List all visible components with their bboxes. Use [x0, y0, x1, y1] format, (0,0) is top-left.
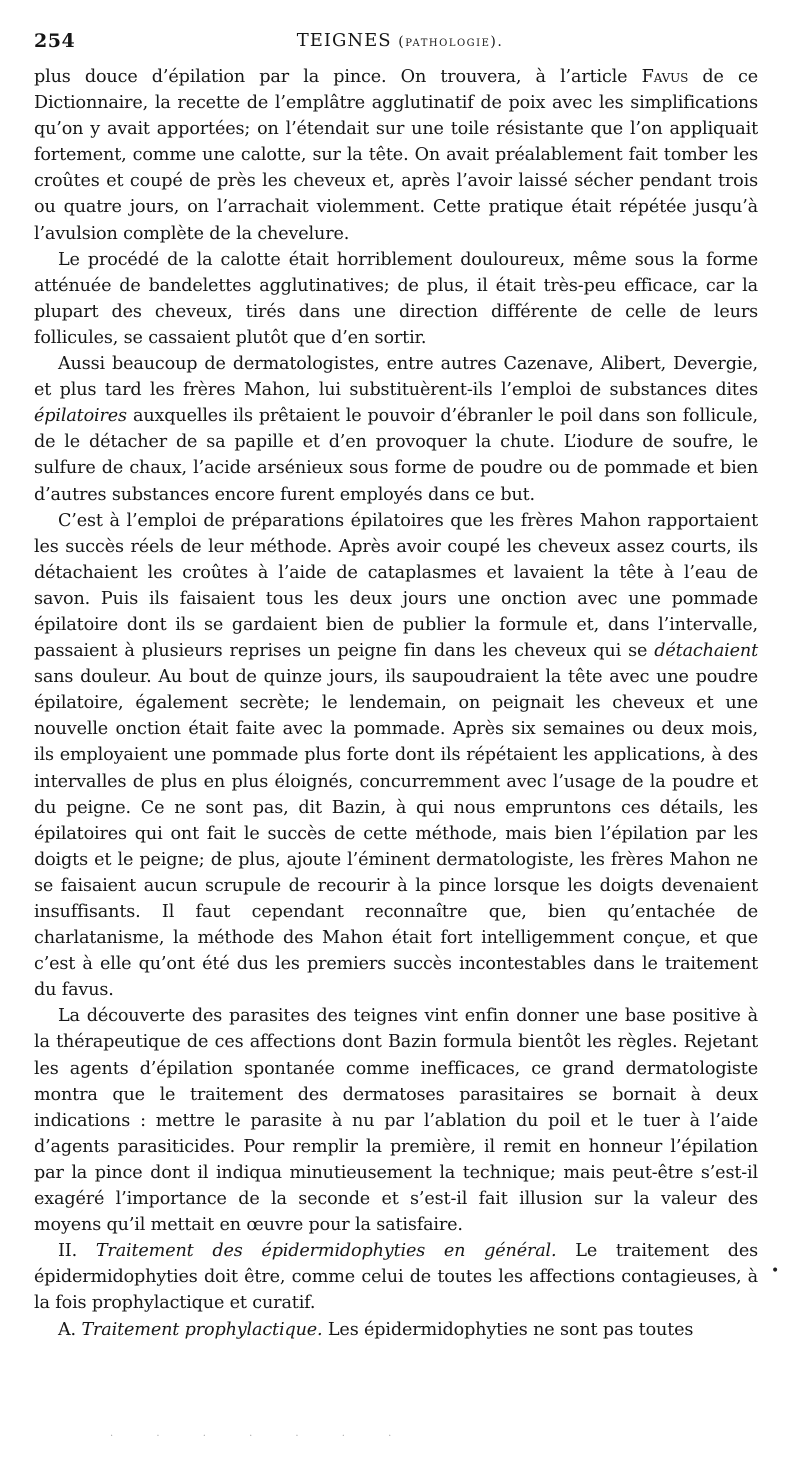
- text-run: C’est à l’emploi de préparations épilatoires que les frères Mahon rapportaient les succès réels de leur méthode. Après avoir coupé les cheveux assez courts, ils détachaient les croûtes à l’aide de cataplasmes et lavaient la tête à l’eau de savon. Puis ils faisaient tous les deux jours une onction avec une pommade épilatoire dont ils se gardaient bien de publier la formule et, dans l’intervalle, passaient à plusieurs reprises un peigne fin dans les cheveux qui se: [34, 510, 758, 662]
- paragraph-p6: [34, 1238, 758, 1316]
- text-run: La découverte des parasites des teignes vint enfin donner une base positive à la thérapeutique de ces affections dont Bazin formula bientôt les règles. Rejetant les agents d’épilation spontanée comme inefficaces, ce grand dermatologiste montra que le traitement des dermatoses parasitaires se bornait à deux indications : mettre le parasite à nu par l’ablation du poil et le tuer à l’aide d’agents parasiticides. Pour remplir la première, il remit en honneur l’épilation par la pince dont il indiqua minutieusement la technique; mais peut-être s’est-il exagéré l’importance de la seconde et s’est-il fait illusion sur la valeur des moyens qu’il mettait en œuvre pour la satisfaire.: [34, 1006, 758, 1236]
- text-run: plus douce d’épilation par la pince. On trouvera, à l’article: [34, 67, 642, 87]
- running-head-subtitle: (pathologie).: [398, 34, 504, 50]
- running-head: [34, 30, 766, 51]
- text-run: Les épidermidophyties ne sont pas toutes: [322, 1319, 694, 1340]
- running-head-title: TEIGNES: [296, 30, 392, 51]
- text-run: Aussi beaucoup de dermatologistes, entre autres Cazenave, Alibert, Devergie, et plus tard les frères Mahon, lui substituèrent-ils l’emploi de substances dites: [34, 354, 758, 401]
- text-run: II.: [58, 1241, 96, 1262]
- paragraph-p7: [34, 1317, 758, 1343]
- italic-term: Traitement des épidermidophyties en général.: [95, 1241, 557, 1262]
- text-run: de ce Dictionnaire, la recette de l’emplâtre agglutinatif de poix avec les simplifications qu’on y avait apportées; on l’étendait sur une toile résistante que l’on appliquait fortement, comme une calotte, sur la tête. On avait préalablement fait tomber les croûtes et coupé de près les cheveux et, après l’avoir laissé sécher pendant trois ou quatre jours, on l’arrachait violemment. Cette pratique était répétée jusqu’à l’avulsion complète de la chevelure.: [34, 67, 758, 244]
- italic-term: Traitement prophylactique.: [81, 1319, 323, 1340]
- paragraph-p2: [34, 247, 758, 351]
- paragraph-p4: [34, 508, 758, 1004]
- small-caps-term: Favus: [641, 67, 689, 87]
- text-run: Le traitement des épidermidophyties doit être, comme celui de toutes les affections contagieuses, à la fois prophylactique et curatif.: [34, 1241, 758, 1314]
- text-run: auxquelles ils prêtaient le pouvoir d’ébranler le poil dans son follicule, de le détacher de sa papille et d’en provoquer la chute. L’iodure de soufre, le sulfure de chaux, l’acide arsénieux sous forme de poudre ou de pommade et bien d’autres substances encore furent employés dans ce but.: [34, 406, 758, 505]
- text-run: A.: [58, 1319, 82, 1340]
- paragraph-p5: [34, 1003, 758, 1238]
- page-header: [34, 30, 766, 56]
- italic-term: détachaient: [654, 641, 758, 662]
- paragraph-p3: [34, 351, 758, 508]
- italic-term: épilatoires: [34, 406, 127, 427]
- page-specks: . . . . . . .: [110, 1428, 412, 1439]
- paragraph-p1: [34, 64, 758, 247]
- page-number: 254: [34, 30, 76, 52]
- body-text: [34, 64, 758, 1343]
- text-run: Le procédé de la calotte était horriblement douloureux, même sous la forme atténuée de bandelettes agglutinatives; de plus, il était très-peu efficace, car la plupart des cheveux, tirés dans une direction différente de celle de leurs follicules, se cassaient plutôt que d’en sortir.: [34, 249, 758, 348]
- text-run: sans douleur. Au bout de quinze jours, ils saupoudraient la tête avec une poudre épilatoire, également secrète; le lendemain, on peignait les cheveux et une nouvelle onction était faite avec la pommade. Après six semaines ou deux mois, ils employaient une pommade plus forte dont ils répétaient les applications, à des intervalles de plus en plus éloignés, concurremment avec l’usage de la poudre et du peigne. Ce ne sont pas, dit Bazin, à qui nous empruntons ces détails, les épilatoires qui ont fait le succès de cette méthode, mais bien l’épilation par les doigts et le peigne; de plus, ajoute l’éminent dermatologiste, les frères Mahon ne se faisaient aucun scrupule de recourir à la pince lorsque les doigts devenaient insuffisants. Il faut cependant reconnaître que, bien qu’entachée de charlatanisme, la méthode des Mahon était fort intelligemment conçue, et que c’est à elle qu’ont été dus les premiers succès incontestables dans le traitement du favus.: [34, 667, 758, 1001]
- margin-mark: •: [771, 1263, 780, 1279]
